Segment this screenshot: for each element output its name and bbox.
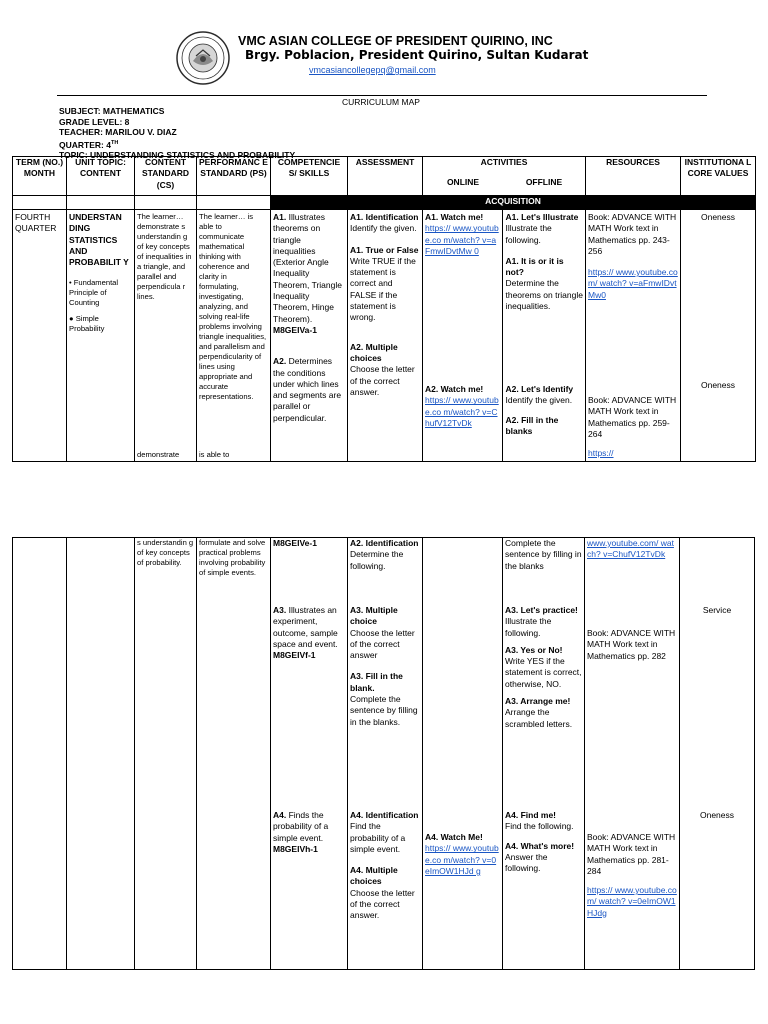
competency-a2: A2. Determines the conditions under which lines and segments are parallel or perpendicular. (273, 356, 342, 423)
term-cell (13, 538, 67, 970)
offline-cell: Complete the sentence by filling in the blanks A3. Let's practice! Illustrate the following. A3. Yes or No! Write YES if the statement is correct, otherwise, NO. A3. Arrange me! Arrange the scrambled letters. A4. Find me! Find the following. A4. What's more! Answer the following. (503, 538, 585, 970)
cs-cell: The learner… demonstrate s understandin g of key concepts of inequalities in a triangle, and parallel and perpendicula r lines. demonstrate (135, 210, 197, 462)
video-link-a2[interactable]: https:// www.youtube.co m/watch? v=ChufV12TvDk (425, 395, 499, 428)
resource-link-a2-cont[interactable]: www.youtube.com/ watch? v=ChufV12TvDk (587, 538, 674, 560)
core-values-cell: Service Oneness (680, 538, 755, 970)
video-link-a1[interactable]: https:// www.youtube.co m/watch? v=aFmwIDvtMw 0 (425, 223, 499, 256)
col-term: TERM (NO.) MONTH (13, 157, 67, 196)
curriculum-meta (59, 106, 295, 160)
col-activities: ACTIVITIES ONLINE OFFLINE (423, 157, 586, 196)
col-ps: PERFORMANC E STANDARD (PS) (197, 157, 271, 196)
ps-cell: formulate and solve practical problems involving probability of simple events. (197, 538, 271, 970)
assessment-cell: A1. Identification Identify the given. A1. True or False Write TRUE if the statement is correct and FALSE if the statement is wrong. A2. Multiple choices Choose the letter of the correct answer. (348, 210, 423, 462)
col-competencies: COMPETENCIE S/ SKILLS (271, 157, 348, 196)
acquisition-band: ACQUISITION (271, 196, 756, 210)
assessment-cell: A2. Identification Determine the following. A3. Multiple choice Choose the letter of the correct answer A3. Fill in the blank. Complete the sentence by filling in the blanks. A4. Identification Find the probability of a simple event. A4. Multiple choices Choose the letter of the correct answer. (348, 538, 423, 970)
unit-item: • Fundamental Principle of Counting (69, 278, 119, 308)
competency-a4: A4. Finds the probability of a simple event. M8GEIVh-1 (273, 810, 329, 854)
competency-a1: A1. Illustrates theorems on triangle inequalities (Exterior Angle Inequality Theorem, Triangle Inequality Theorem, Hinge Theorem). (273, 212, 342, 324)
resource-link-a2[interactable]: https:// (588, 448, 614, 459)
curriculum-table-page-2 (12, 537, 755, 970)
meta-topic: TOPIC: UNDERSTANDING STATISTICS AND PROBABILITY (59, 149, 296, 160)
resources-cell: www.youtube.com/ watch? v=ChufV12TvDk Book: ADVANCE WITH MATH Work text in Mathematics pp. 282 Book: ADVANCE WITH MATH Work text in Mathematics pp. 281-284 https:// www.youtube.com/ watch? v=0eImOW1HJdg (585, 538, 680, 970)
table-header-row (13, 157, 756, 196)
col-offline: OFFLINE (525, 177, 563, 188)
college-seal-icon (176, 31, 230, 85)
term-cell: FOURTH QUARTER (13, 210, 67, 462)
online-cell: A1. Watch me! https:// www.youtube.co m/watch? v=aFmwIDvtMw 0 A2. Watch me! https:// www.youtube.co m/watch? v=ChufV12TvDk (423, 210, 503, 462)
resource-link-a1[interactable]: https:// www.youtube.com/ watch? v=aFmwIDvtMw0 (588, 267, 678, 300)
acquisition-band-row (13, 196, 756, 210)
core-values-cell: Oneness Oneness (681, 210, 756, 462)
col-core-values: INSTITUTIONA L CORE VALUES (681, 157, 756, 196)
meta-quarter: QUARTER: 4TH (59, 139, 119, 150)
header-divider (57, 95, 707, 96)
institution-email-link[interactable]: vmcasiancollegepq@gmail.com (309, 65, 436, 75)
col-resources: RESOURCES (586, 157, 681, 196)
col-unit: UNIT TOPIC: CONTENT (67, 157, 135, 196)
cs-cell: s understandin g of key concepts of probability. (135, 538, 197, 970)
col-cs: CONTENT STANDARD (CS) (135, 157, 197, 196)
competency-a3: A3. Illustrates an experiment, outcome, sample space and event. M8GEIVf-1 (273, 605, 338, 661)
online-cell: A4. Watch Me! https:// www.youtube.co m/watch? v=0eImOW1HJd g (423, 538, 503, 970)
resource-link-a4[interactable]: https:// www.youtube.com/ watch? v=0eImOW1HJdg (587, 885, 677, 918)
meta-subject: SUBJECT: MATHEMATICS (59, 106, 165, 116)
competency-cell: A1. Illustrates theorems on triangle inequalities (Exterior Angle Inequality Theorem, Triangle Inequality Theorem, Hinge Theorem). M8GEIVa-1 A2. Determines the conditions under which lines and segments are parallel or perpendicular. (271, 210, 348, 462)
letterhead (0, 0, 768, 100)
video-link-a4[interactable]: https:// www.youtube.co m/watch? v=0eImOW1HJd g (425, 843, 499, 876)
ps-cell: The learner… is able to communicate mathematical thinking with coherence and clarity in formulating, investigating, analyzing, and solving real-life problems involving triangle inequalities, and parallelism and perpendicularity of lines using appropriate and accurate representations. is able to (197, 210, 271, 462)
unit-cell (67, 538, 135, 970)
offline-cell: A1. Let's Illustrate Illustrate the following. A1. It is or it is not? Determine the theorems on triangle inequalities. A2. Let's Identify Identify the given. A2. Fill in the blanks (503, 210, 586, 462)
col-assessment: ASSESSMENT (348, 157, 423, 196)
institution-address: Brgy. Poblacion, President Quirino, Sultan Kudarat (245, 48, 589, 62)
table-row (13, 538, 755, 970)
curriculum-table-page-1 (12, 156, 756, 462)
meta-teacher: TEACHER: MARILOU V. DIAZ (59, 127, 177, 137)
unit-cell: UNDERSTAN DING STATISTICS AND PROBABILIT Y • Fundamental Principle of Counting ● Simple Probability (67, 210, 135, 462)
meta-grade: GRADE LEVEL: 8 (59, 116, 130, 127)
col-online: ONLINE (446, 177, 480, 188)
document-title: CURRICULUM MAP (342, 97, 420, 107)
competency-cell: M8GEIVe-1 A3. Illustrates an experiment, outcome, sample space and event. M8GEIVf-1 A4. Finds the probability of a simple event. M8GEIVh-1 (271, 538, 348, 970)
table-row (13, 210, 756, 462)
institution-name: VMC ASIAN COLLEGE OF PRESIDENT QUIRINO, INC (238, 34, 553, 48)
resources-cell: Book: ADVANCE WITH MATH Work text in Mathematics pp. 243-256 https:// www.youtube.com/ watch? v=aFmwIDvtMw0 Book: ADVANCE WITH MATH Work text in Mathematics pp. 259-264 https:// (586, 210, 681, 462)
unit-item: ● Simple Probability (69, 314, 105, 334)
